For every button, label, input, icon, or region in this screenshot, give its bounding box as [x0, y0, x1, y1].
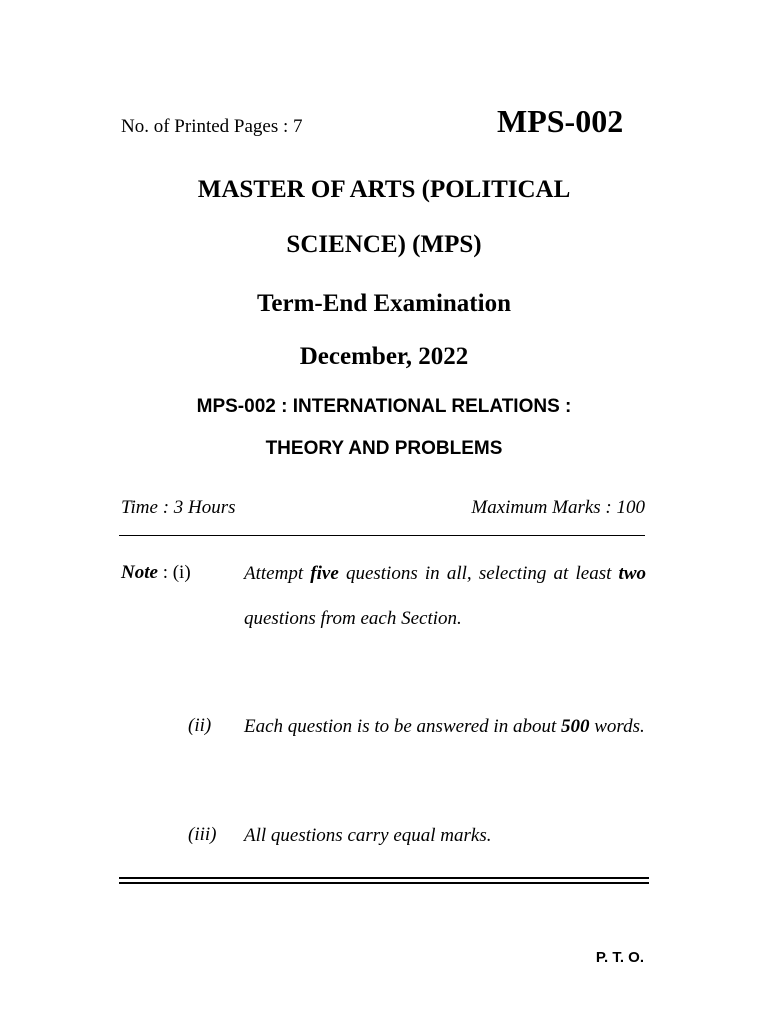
- note-item-1-text: Attempt: [244, 563, 311, 584]
- note-item-number: (i): [172, 562, 191, 583]
- note-label-text: Note: [121, 562, 158, 583]
- please-turn-over: P. T. O.: [595, 949, 644, 966]
- maximum-marks: Maximum Marks : 100: [471, 497, 645, 518]
- note-item-1-emphasis-five: five: [310, 563, 339, 584]
- time-allowed: Time : 3 Hours: [121, 497, 236, 518]
- double-rule-top: [119, 877, 649, 879]
- note-label-colon: :: [157, 562, 173, 583]
- paper-code: MPS-002: [497, 103, 624, 139]
- note-item-2-emphasis-500: 500: [561, 716, 590, 737]
- note-item-1-text-end: questions from each Section.: [244, 607, 462, 629]
- note-item-2-text-end: words.: [589, 716, 645, 737]
- programme-title-line-1: MASTER OF ARTS (POLITICAL: [197, 176, 571, 203]
- note-item-1-emphasis-two: two: [618, 563, 646, 584]
- printed-pages-label: No. of Printed Pages : 7: [121, 116, 303, 137]
- exam-session: December, 2022: [299, 343, 469, 370]
- note-item-1-text-mid: questions in all, selecting at least: [338, 563, 619, 584]
- note-item-number: (ii): [188, 715, 212, 736]
- double-rule-bottom: [119, 882, 649, 884]
- divider-line: [119, 535, 645, 536]
- note-item-number: (iii): [188, 824, 217, 845]
- programme-title-line-2: SCIENCE) (MPS): [286, 231, 482, 258]
- note-item-1: [244, 552, 646, 641]
- course-title-line-1: MPS-002 : INTERNATIONAL RELATIONS :: [196, 396, 572, 417]
- note-label: [121, 562, 191, 584]
- exam-title: Term-End Examination: [257, 290, 511, 317]
- course-title-line-2: THEORY AND PROBLEMS: [265, 438, 503, 459]
- note-item-2-text: Each question is to be answered in about: [244, 716, 561, 737]
- note-item-3: All questions carry equal marks.: [244, 825, 492, 846]
- note-item-2: [244, 705, 646, 750]
